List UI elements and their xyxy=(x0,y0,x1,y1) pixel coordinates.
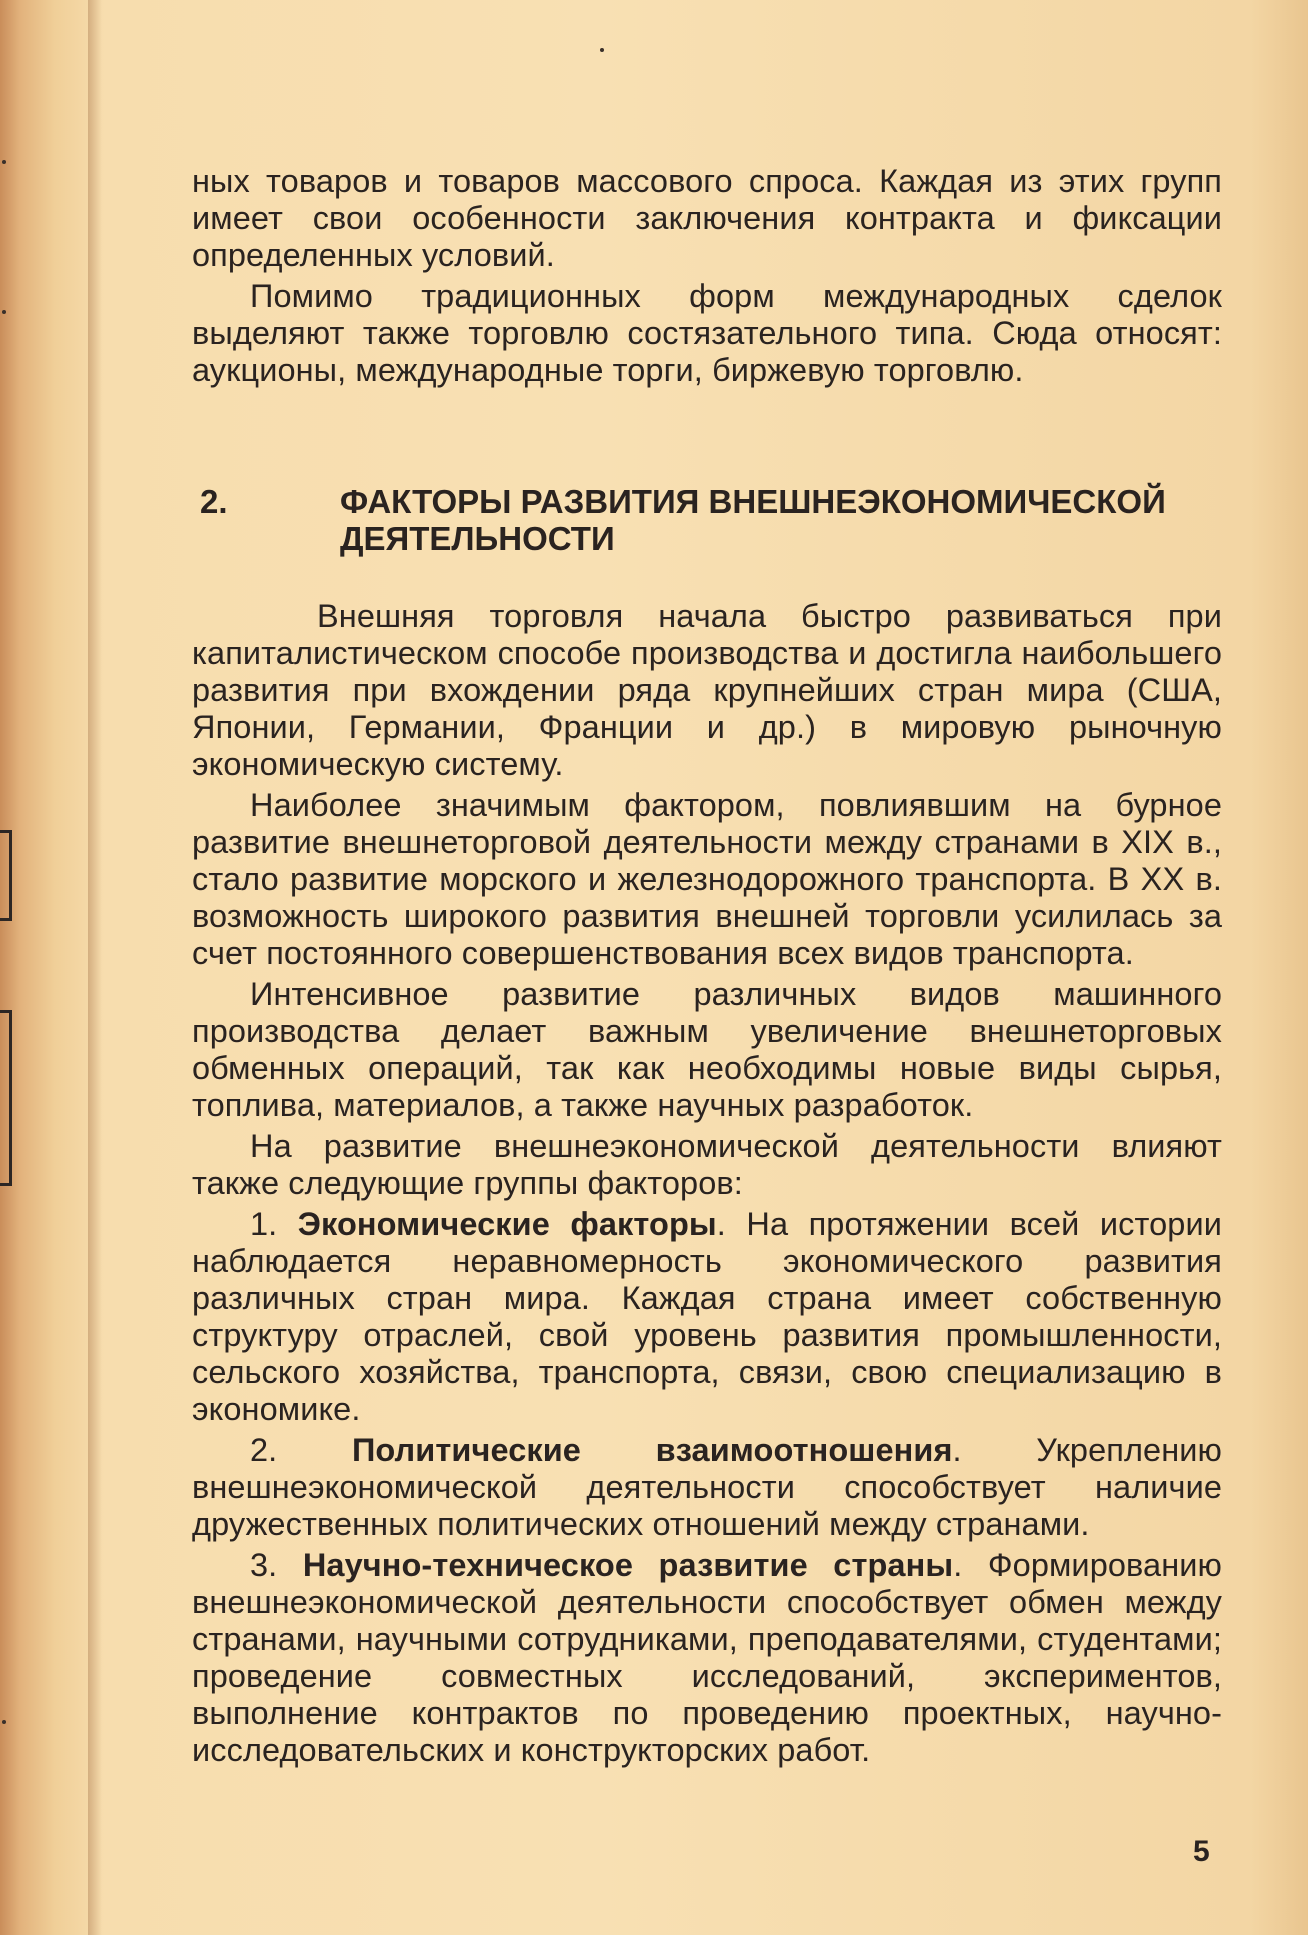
top-text-block xyxy=(192,163,1222,393)
factor-item xyxy=(192,1432,1222,1543)
speck xyxy=(2,160,6,164)
factor-text: . На протяжении всей истории наблюдается неравномерность экономического развития различных стран мира. Каждая страна имеет собственную структуру отраслей, свой уровень развития промышленности, сельского хозяйства, транспорта, связи, свою специализацию в экономике. xyxy=(192,1206,1222,1427)
speck xyxy=(600,48,604,52)
paragraph: На развитие внешнеэкономической деятельности влияют также следующие группы факторов: xyxy=(192,1128,1222,1201)
speck xyxy=(2,1720,6,1724)
section-body xyxy=(192,598,1222,1773)
paragraph: Помимо традиционных форм международных сделок выделяют также торговлю состязательного типа. Сюда относят: аукционы, международные торги, биржевую торговлю. xyxy=(192,278,1222,388)
factor-title: Политические взаимоотношения xyxy=(351,1432,953,1468)
section-title: ФАКТОРЫ РАЗВИТИЯ ВНЕШНЕЭКОНОМИЧЕСКОЙ ДЕЯТЕЛЬНОСТИ xyxy=(340,483,1166,557)
margin-bracket-mark xyxy=(0,830,12,921)
paragraph: Интенсивное развитие различных видов машинного производства делает важным увеличение внешнеторговых обменных операций, так как необходимы новые виды сырья, топлива, материалов, а также научных разработок. xyxy=(192,976,1222,1123)
page-fold-shadow xyxy=(88,0,102,1935)
speck xyxy=(2,310,6,314)
factor-text: . Формированию внешнеэкономической деятельности способствует обмен между странами, научными сотрудниками, преподавателями, студентами; проведение совместных исследований, экспериментов, выполнение контрактов по проведению проектных, научно-исследовательских и конструкторских работ. xyxy=(192,1547,1222,1768)
factor-number: 2. xyxy=(250,1432,278,1468)
paragraph: ных товаров и товаров массового спроса. Каждая из этих групп имеет свои особенности заключения контракта и фиксации определенных условий. xyxy=(192,163,1222,273)
section-number: 2. xyxy=(200,483,228,520)
factor-item xyxy=(192,1206,1222,1428)
margin-bracket-mark xyxy=(0,1010,12,1186)
factor-number: 1. xyxy=(250,1206,278,1242)
factor-text: . Укреплению внешнеэкономической деятельности способствует наличие дружественных политических отношений между странами. xyxy=(192,1432,1222,1542)
page-number: 5 xyxy=(1193,1835,1210,1868)
factor-title: Экономические факторы xyxy=(297,1206,717,1242)
factor-title: Научно-техническое развитие страны xyxy=(302,1547,954,1583)
factor-number: 3. xyxy=(250,1547,278,1583)
paragraph: Внешняя торговля начала быстро развиваться при капиталистическом способе производства и достигла наибольшего развития при вхождении ряда крупнейших стран мира (США, Японии, Германии, Франции и др.) в мировую рыночную экономическую систему. xyxy=(192,598,1222,782)
paragraph: Наиболее значимым фактором, повлиявшим на бурное развитие внешнеторговой деятельности между странами в XIX в., стало развитие морского и железнодорожного транспорта. В XX в. возможность широкого развития внешней торговли усилилась за счет постоянного совершенствования всех видов транспорта. xyxy=(192,787,1222,971)
factor-item xyxy=(192,1547,1222,1769)
